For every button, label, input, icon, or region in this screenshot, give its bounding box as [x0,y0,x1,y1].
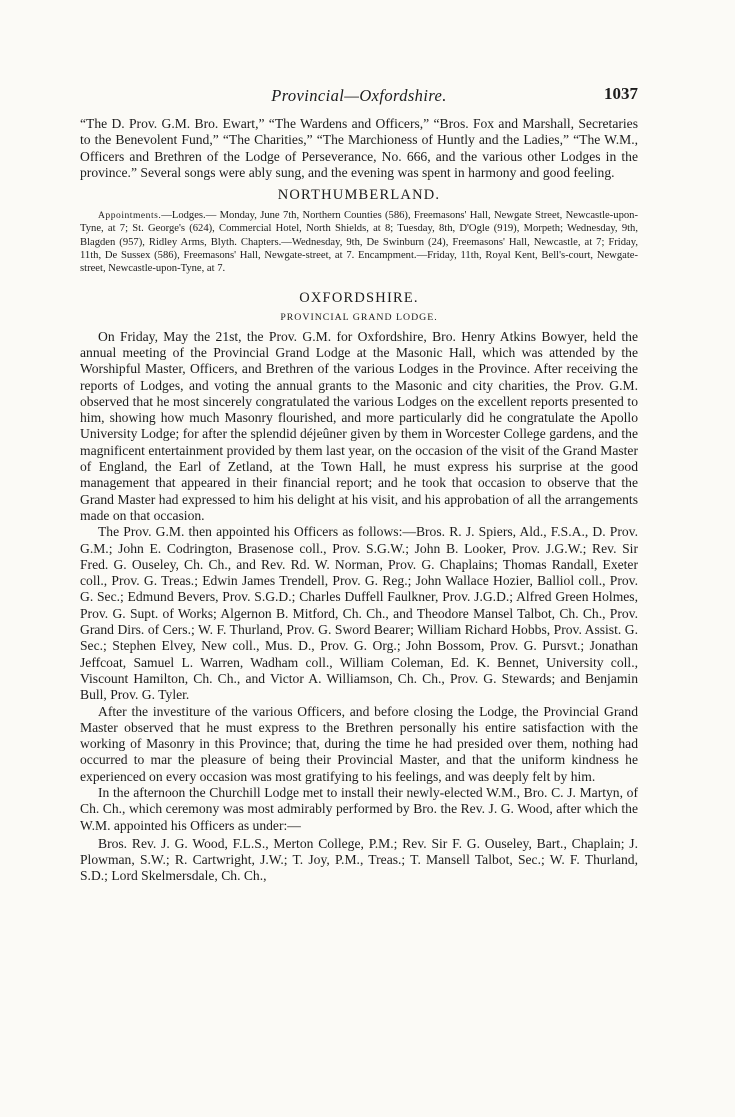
oxfordshire-subheading: PROVINCIAL GRAND LODGE. [280,311,438,323]
bros-list-paragraph: Bros. Rev. J. G. Wood, F.L.S., Merton College, P.M.; Rev. Sir F. G. Ouseley, Bart., Chaplain; J. Plowman, S.W.; R. Cartwright, J.W.; T. Joy, P.M., Treas.; T. Mansell Talbot, Sec.; W. F. Thurland, S.D.; Lord Skelmersdale, Ch. Ch., [80,835,638,884]
page-number: 1037 [604,84,638,103]
investiture-paragraph: After the investiture of the various Officers, and before closing the Lodge, the Provincial Grand Master observed that he must express to the Brethren personally his entire satisfaction with the working of Masonry in this Province; that, during the time he had presided over them, nothing had occurred to mar the pleasure of being their Provincial Master, and that the uniform kindness he experienced on every occasion was most gratifying to his feelings, and was deeply felt by him. [80,703,638,784]
oxfordshire-heading: OXFORDSHIRE. [299,289,419,306]
officers-paragraph: The Prov. G.M. then appointed his Officers as follows:—Bros. R. J. Spiers, Ald., F.S.A., D. Prov. G.M.; John E. Codrington, Brasenose coll., Prov. S.G.W.; John B. Looker, Prov. J.G.W.; Rev. Sir Fred. G. Ouseley, Ch. Ch., and Rev. Rd. W. Norman, Prov. G. Chaplains; Thomas Randall, Exeter coll., Prov. G. Treas.; Edwin James Trendell, Prov. G. Reg.; John Wallace Hozier, Balliol coll., Prov. G. Sec.; Edmund Bevers, Prov. S.G.D.; Charles Duffell Faulkner, Prov. J.G.D.; Alfred Green Holmes, Prov. G. Supt. of Works; Algernon B. Mitford, Ch. Ch., and Theodore Mansel Talbot, Ch. Ch., Prov. Grand Dirs. of Cers.; W. F. Thurland, Prov. G. Sword Bearer; William Richard Hobbs, Prov. Assist. G. Sec.; Stephen Elvey, New coll., Mus. D., Prov. G. Org.; John Bossom, Prov. G. Pursvt.; Jonathan Jeffcoat, Samuel L. Warren, Wadham coll., William Coleman, Ed. K. Bennet, University coll., Viscount Hamilton, Ch. Ch., and Victor A. Williamson, Ch. Ch., Prov. G. Stewards; and Benjamin Bull, Prov. G. Tyler. [80,524,638,703]
running-title: Provincial—Oxfordshire. [271,86,447,105]
opening-paragraph: “The D. Prov. G.M. Bro. Ewart,” “The Wardens and Officers,” “Bros. Fox and Marshall, Secretaries to the Benevolent Fund,” “The Charities,” “The Marchioness of Huntly and the Ladies,” “The W.M., Officers and Brethren of the Lodge of Perseverance, No. 666, and the various other Lodges in the province.” Several songs were ably sung, and the evening was spent in harmony and good feeling. [80,116,638,180]
appointments-text: —Lodges.— Monday, June 7th, Northern Counties (586), Freemasons' Hall, Newgate Street, Newcastle-upon-Tyne, at 7; St. George's (624), Commercial Hotel, North Shields, at 8; Tuesday, 8th, D'Ogle (919), Morpeth; Wednesday, 9th, Blagden (957), Ridley Arms, Blyth. Chapters.—Wednesday, 9th, De Swinburn (24), Freemasons' Hall, Newcastle, at 7; Friday, 11th, De Sussex (586), Freemasons' Hall, Newgate-street, at 7. Encampment.—Friday, 11th, Royal Kent, Bell's-court, Newgate-street, Newcastle-upon-Tyne, at 7. [80,210,638,275]
appointments-label: Appointments. [98,210,162,222]
running-head [80,84,638,110]
northumberland-heading: NORTHUMBERLAND. [277,187,441,204]
meeting-paragraph: On Friday, May the 21st, the Prov. G.M. for Oxfordshire, Bro. Henry Atkins Bowyer, held the annual meeting of the Provincial Grand Lodge at the Masonic Hall, which was attended by the Worshipful Master, Officers, and Brethren of the various Lodges in the Province. After receiving the reports of Lodges, and voting the annual grants to the Masonic and city charities, the Prov. G.M. observed that he most sincerely congratulated the various Lodges on the excellent reports presented to him, showing how much Masonry flourished, and more particularly did he congratulate the Apollo University Lodge; for after the splendid déjeûner given by them in Worcester College gardens, and the magnificent entertainment provided by them last year, on the occasion of the visit of the Grand Master of England, the Earl of Zetland, at the Town Hall, he must express his surprise at the good management that appeared in their financial report; and he took that occasion to observe that the Grand Master had expressed to him his delight at his visit, and his approbation of all the arrangements made on that occasion. [80,328,638,523]
churchill-paragraph: In the afternoon the Churchill Lodge met to install their newly-elected W.M., Bro. C. J. Martyn, of Ch. Ch., which ceremony was most admirably performed by Bro. the Rev. J. G. Wood, after which the W.M. appointed his Officers as under:— [80,784,638,833]
document-page [80,84,638,885]
appointments-paragraph [80,209,638,275]
